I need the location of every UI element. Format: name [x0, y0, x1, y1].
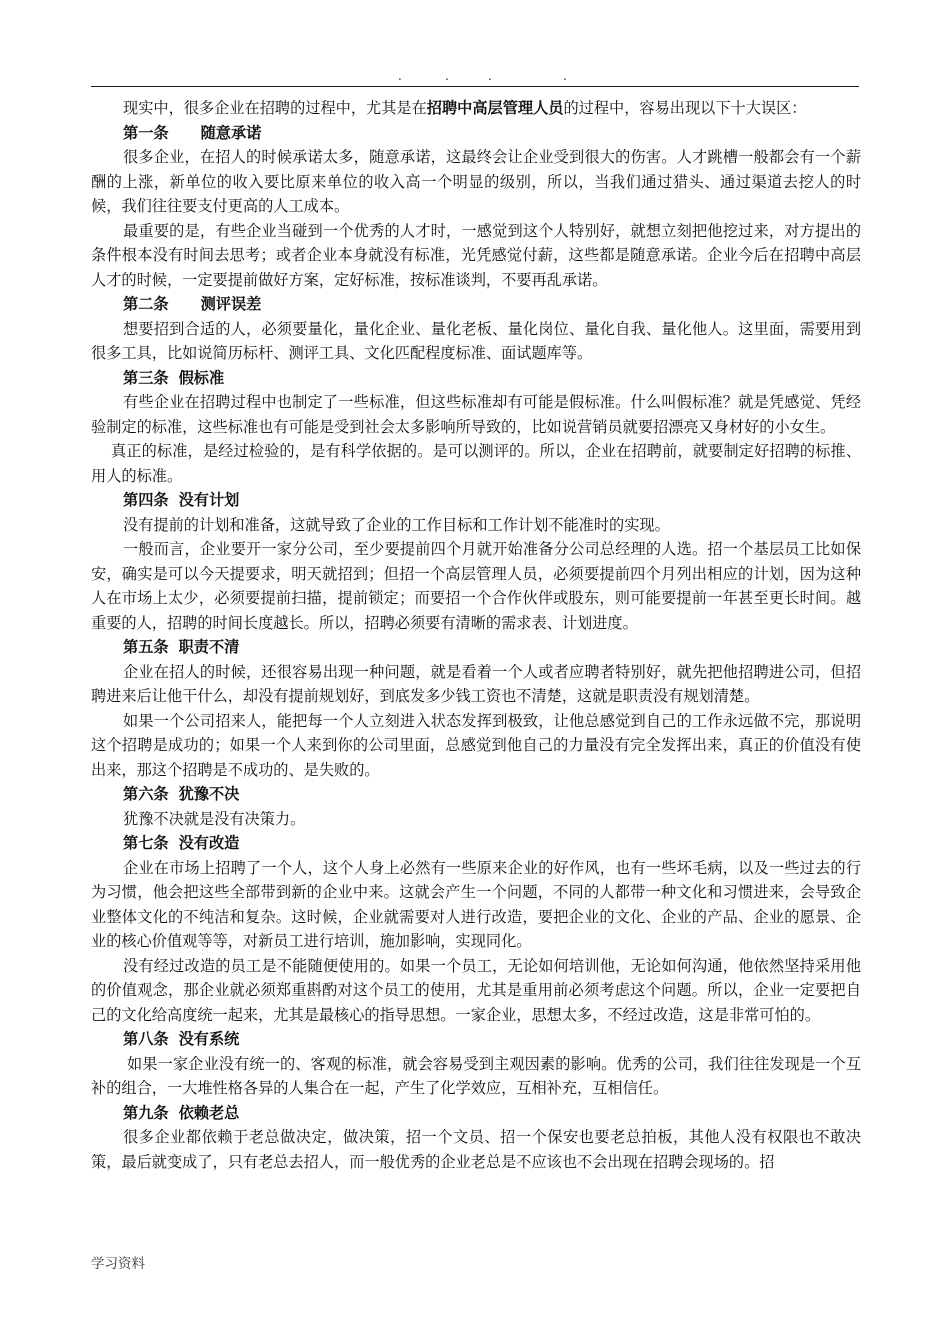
footer-label: 学习资料	[91, 1256, 145, 1272]
section-heading-6	[91, 782, 861, 807]
section-number: 第三条	[123, 368, 169, 387]
section-title: 没有计划	[178, 491, 240, 509]
header-dot: .	[488, 69, 492, 83]
paragraph: 真正的标准，是经过检验的，是有科学依据的。是可以测评的。所以，企业在招聘前，就要制定好招聘的标推、用人的标准。	[91, 442, 861, 485]
document-body	[91, 96, 861, 1174]
section-number: 第一条	[123, 123, 169, 142]
paragraph: 没有提前的计划和准备，这就导致了企业的工作目标和工作计划不能准时的实现。	[123, 515, 670, 534]
section-number: 第八条	[123, 1030, 169, 1048]
section-title: 测评误差	[200, 295, 262, 313]
section-heading-8	[91, 1027, 861, 1052]
section-title: 职责不清	[178, 638, 240, 656]
section-heading-9	[91, 1101, 861, 1126]
header-dots	[0, 70, 950, 84]
intro-text: 的过程中，容易出现以下十大误区：	[563, 99, 807, 117]
header-dot: .	[563, 69, 567, 83]
paragraph: 一般而言，企业要开一家分公司，至少要提前四个月就开始准备分公司总经理的人选。招一个基层员工比如保安，确实是可以今天提要求，明天就招到；但招一个高层管理人员，必须要提前四个月列出相应的计划，因为这种人在市场上太少，必须要提前扫描，提前锁定；而要招一个合作伙伴或股东，则可能要提前一年甚至更长时间。越重要的人，招聘的时间长度越长。所以，招聘必须要有清晰的需求表、计划进度。	[91, 540, 861, 632]
section-title: 依赖老总	[178, 1103, 240, 1122]
paragraph: 犹豫不决就是没有决策力。	[123, 809, 306, 828]
header-dot: .	[445, 69, 449, 83]
paragraph: 想要招到合适的人，必须要量化，量化企业、量化老板、量化岗位、量化自我、量化他人。这里面，需要用到很多工具，比如说简历标杆、测评工具、文化匹配程度标准、面试题库等。	[91, 319, 861, 362]
header-dot: .	[398, 69, 402, 83]
section-heading-7	[91, 831, 861, 856]
section-number: 第二条	[123, 295, 169, 313]
section-heading-4	[91, 488, 861, 513]
paragraph: 没有经过改造的员工是不能随便使用的。如果一个员工，无论如何培训他，无论如何沟通，他依然坚持采用他的价值观念，那企业就必须郑重斟酌对这个员工的使用，尤其是重用前必须考虑这个问题。所以，企业一定要把自己的文化给高度统一起来，尤其是最核心的指导思想。一家企业，思想太多，不经过改造，这是非常可怕的。	[91, 956, 861, 1024]
paragraph: 如果一个公司招来人，能把每一个人立刻进入状态发挥到极致，让他总感觉到自己的工作永远做不完，那说明这个招聘是成功的；如果一个人来到你的公司里面，总感觉到他自己的力量没有完全发挥出来，真正的价值没有使出来，那这个招聘是不成功的、是失败的。	[91, 711, 861, 779]
paragraph: 很多企业都依赖于老总做决定，做决策，招一个文员、招一个保安也要老总拍板，其他人没有权限也不敢决策，最后就变成了，只有老总去招人，而一般优秀的企业老总是不应该也不会出现在招聘会现场的。招	[91, 1128, 861, 1171]
header-rule	[91, 86, 859, 87]
section-title: 假标准	[178, 368, 225, 387]
intro-text: 现实中，很多企业在招聘的过程中，尤其是在	[123, 99, 427, 117]
paragraph: 有些企业在招聘过程中也制定了一些标准，但这些标准却有可能是假标准。什么叫假标准？就是凭感觉、凭经验制定的标准，这些标准也有可能是受到社会太多影响所导致的，比如说营销员就要招漂亮又身材好的小女生。	[91, 393, 861, 436]
section-heading-2	[91, 292, 861, 317]
section-title: 随意承诺	[200, 123, 262, 142]
section-number: 第六条	[123, 785, 169, 803]
section-title: 犹豫不决	[178, 785, 240, 803]
paragraph: 很多企业，在招人的时候承诺太多，随意承诺，这最终会让企业受到很大的伤害。人才跳槽一般都会有一个薪酬的上涨，新单位的收入要比原来单位的收入高一个明显的级别，所以，当我们通过猎头、通过渠道去挖人的时候，我们往往要支付更高的人工成本。	[91, 148, 861, 215]
section-number: 第七条	[123, 834, 169, 852]
section-title: 没有改造	[178, 834, 240, 852]
paragraph: 企业在招人的时候，还很容易出现一种问题，就是看着一个人或者应聘者特别好，就先把他招聘进公司，但招聘进来后让他干什么，却没有提前规划好，到底发多少钱工资也不清楚，这就是职责没有规划清楚。	[91, 662, 861, 705]
section-number: 第五条	[123, 638, 169, 656]
section-heading-5	[91, 635, 861, 660]
intro-emphasis: 招聘中高层管理人员	[426, 99, 564, 117]
section-heading-1	[91, 121, 861, 146]
intro-paragraph	[91, 96, 861, 121]
paragraph: 最重要的是，有些企业当碰到一个优秀的人才时，一感觉到这个人特别好，就想立刻把他挖过来，对方提出的条件根本没有时间去思考；或者企业本身就没有标准，光凭感觉付薪，这些都是随意承诺。企业今后在招聘中高层人才的时候，一定要提前做好方案，定好标准，按标准谈判，不要再乱承诺。	[91, 221, 861, 289]
section-number: 第四条	[123, 491, 169, 509]
paragraph: 企业在市场上招聘了一个人，这个人身上必然有一些原来企业的好作风，也有一些坏毛病，以及一些过去的行为习惯，他会把这些全部带到新的企业中来。这就会产生一个问题，不同的人都带一种文化和习惯进来，会导致企业整体文化的不纯洁和复杂。这时候，企业就需要对人进行改造，要把企业的文化、企业的产品、企业的愿景、企业的核心价值观等等，对新员工进行培训，施加影响，实现同化。	[91, 858, 861, 950]
section-number: 第九条	[123, 1103, 169, 1122]
section-title: 没有系统	[178, 1030, 240, 1048]
paragraph: 如果一家企业没有统一的、客观的标准，就会容易受到主观因素的影响。优秀的公司，我们往往发现是一个互补的组合，一大堆性格各异的人集合在一起，产生了化学效应，互相补充，互相信任。	[91, 1054, 861, 1097]
section-heading-3	[91, 366, 861, 391]
